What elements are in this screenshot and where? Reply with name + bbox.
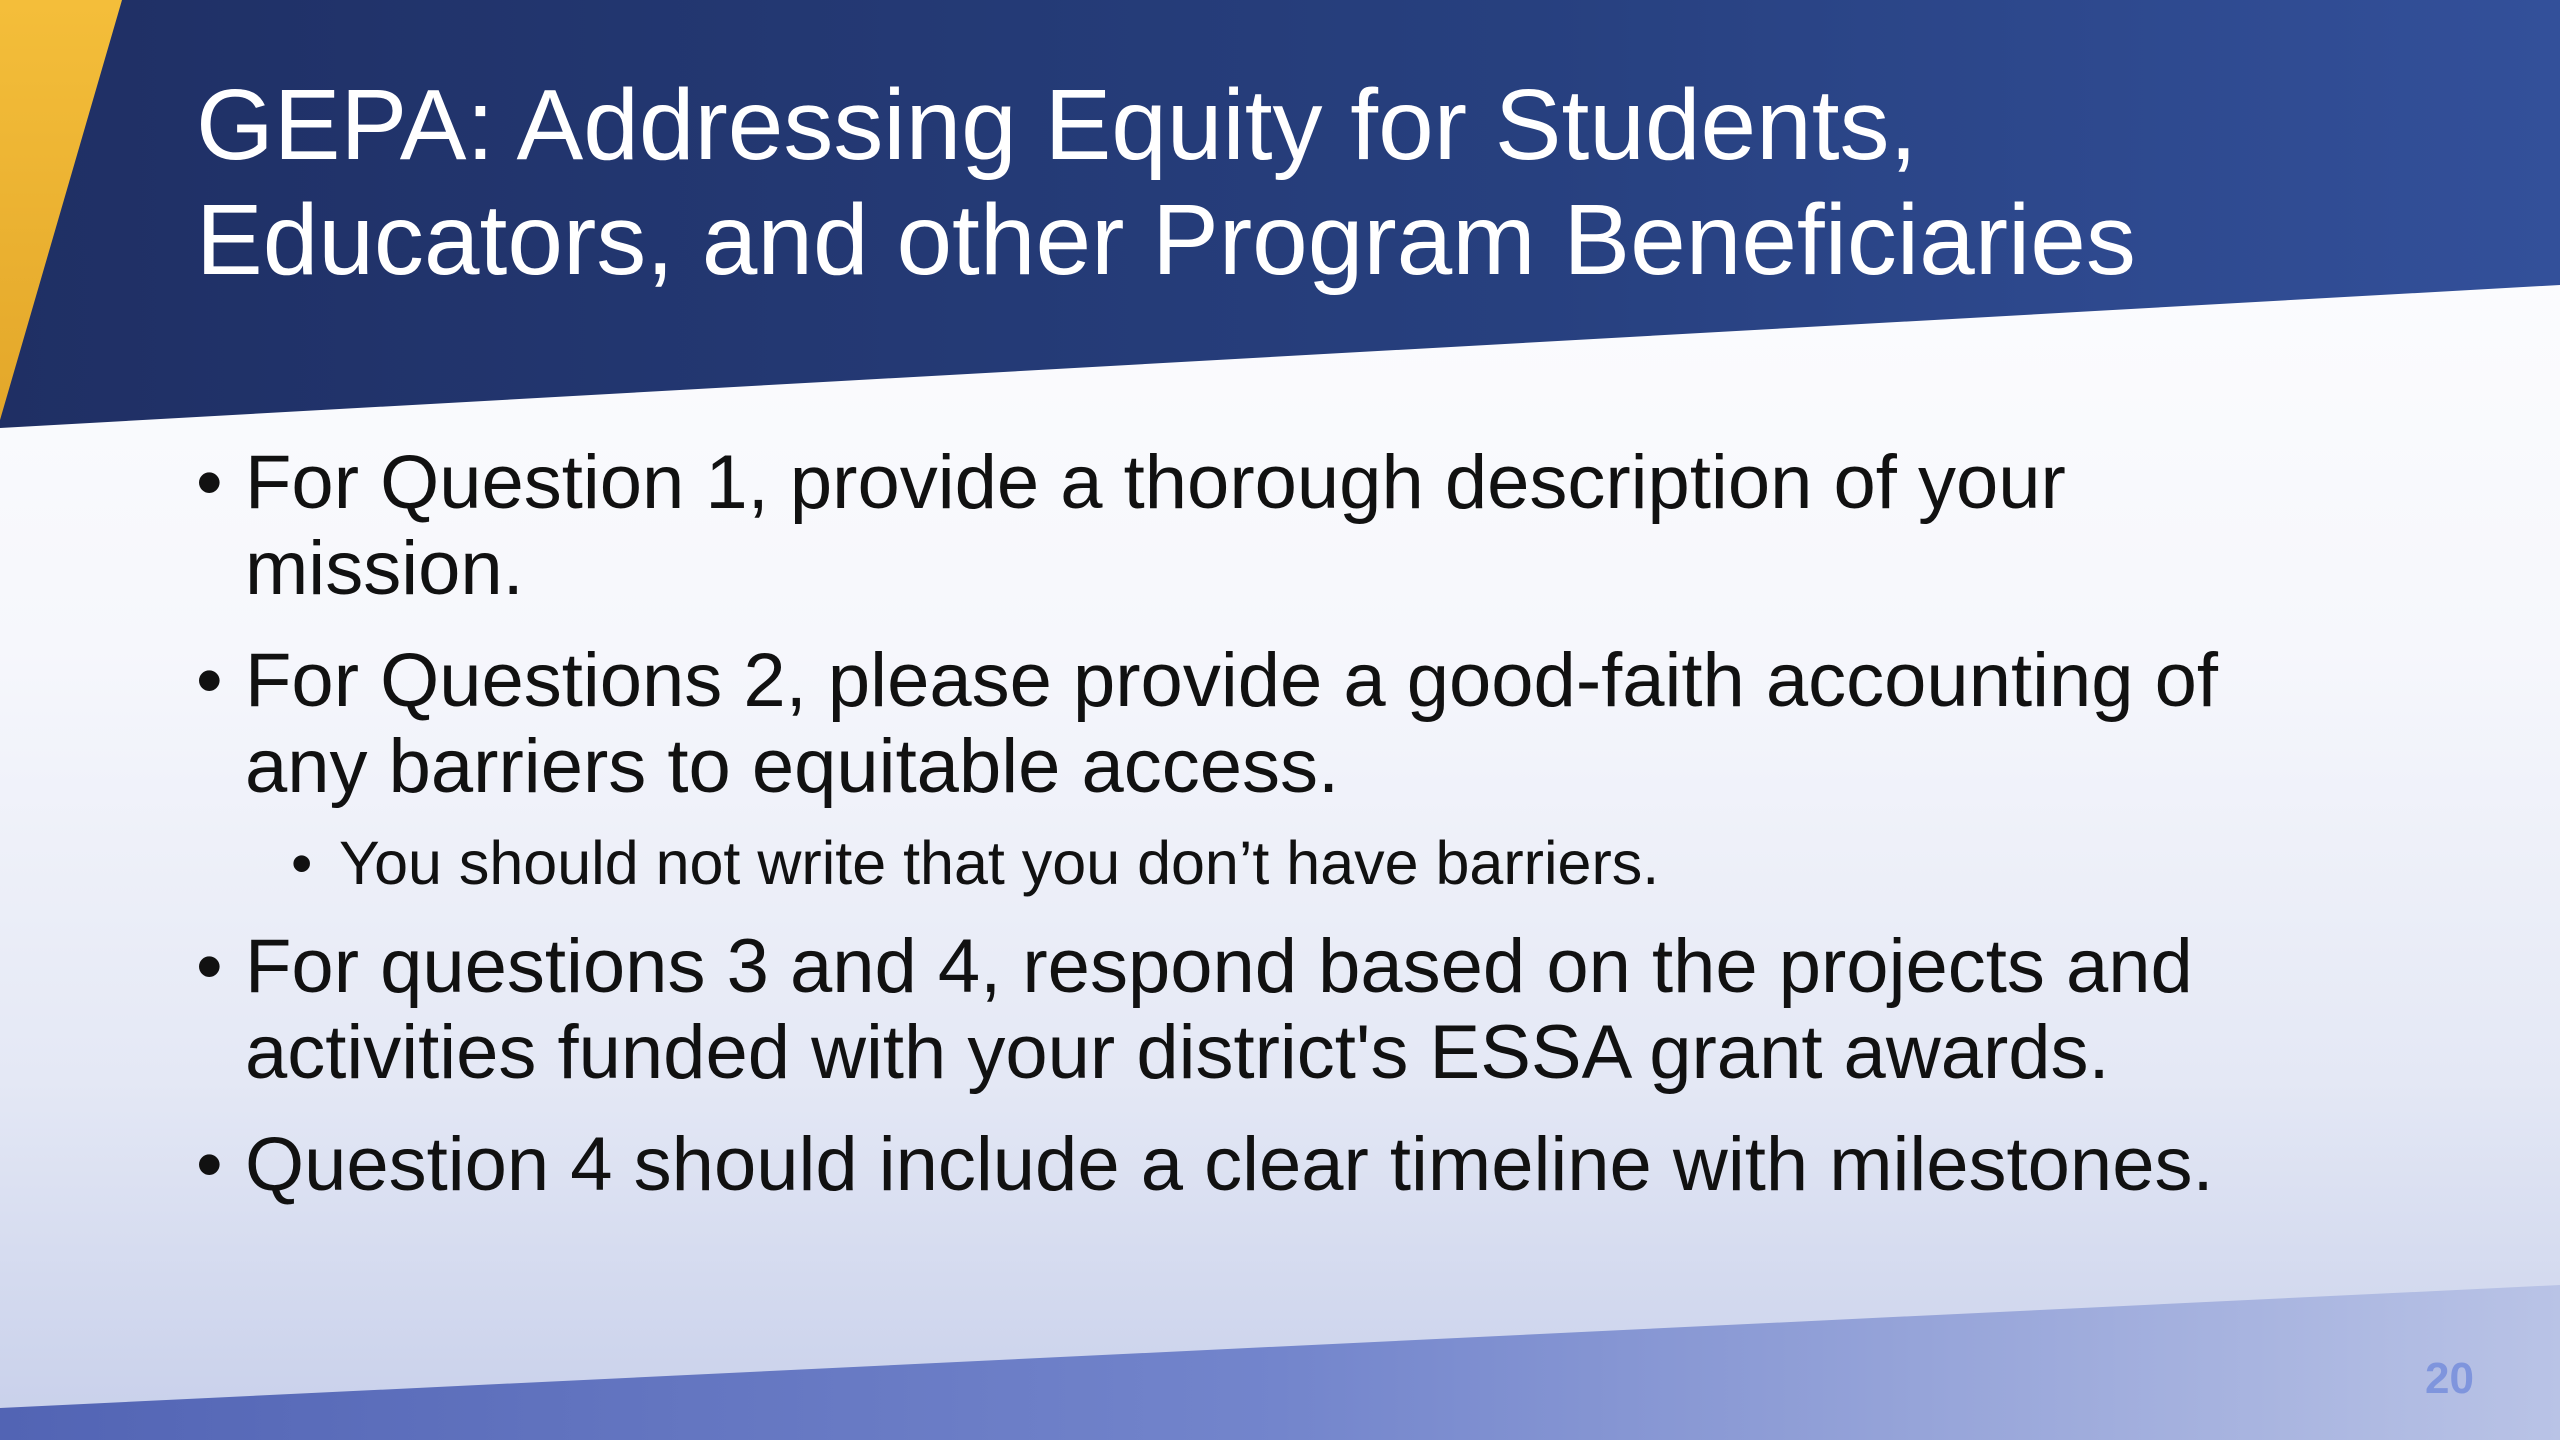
bullet-item	[196, 440, 2416, 612]
sub-bullet-dot: •	[291, 829, 313, 897]
bullet-dot: •	[196, 440, 223, 525]
bullet-dot: •	[196, 1122, 223, 1207]
bullet-dot: •	[196, 638, 223, 723]
bullet-line: mission.	[245, 526, 524, 611]
bullet-list	[196, 440, 2416, 1234]
title-line: Educators, and other Program Beneficiaries	[196, 184, 2136, 296]
bullet-line: For questions 3 and 4, respond based on the projects and	[245, 924, 2193, 1009]
slide-number: 20	[2425, 1354, 2474, 1403]
bullet-item	[196, 1122, 2416, 1208]
title-line: GEPA: Addressing Equity for Students,	[196, 69, 1918, 181]
sub-bullet-list	[245, 828, 2416, 898]
bullet-line: Question 4 should include a clear timeline with milestones.	[245, 1122, 2214, 1207]
bullet-line: For Questions 2, please provide a good-faith accounting of	[245, 638, 2218, 723]
slide-title	[196, 68, 2446, 298]
bullet-dot: •	[196, 924, 223, 1009]
bullet-line: For Question 1, provide a thorough description of your	[245, 440, 2066, 525]
sub-bullet-text: You should not write that you don’t have barriers.	[339, 829, 1660, 897]
bullet-item	[196, 638, 2416, 898]
bullet-line: activities funded with your district's ESSA grant awards.	[245, 1010, 2110, 1095]
sub-bullet-item	[291, 828, 2416, 898]
bullet-item	[196, 924, 2416, 1096]
bullet-line: any barriers to equitable access.	[245, 724, 1340, 809]
